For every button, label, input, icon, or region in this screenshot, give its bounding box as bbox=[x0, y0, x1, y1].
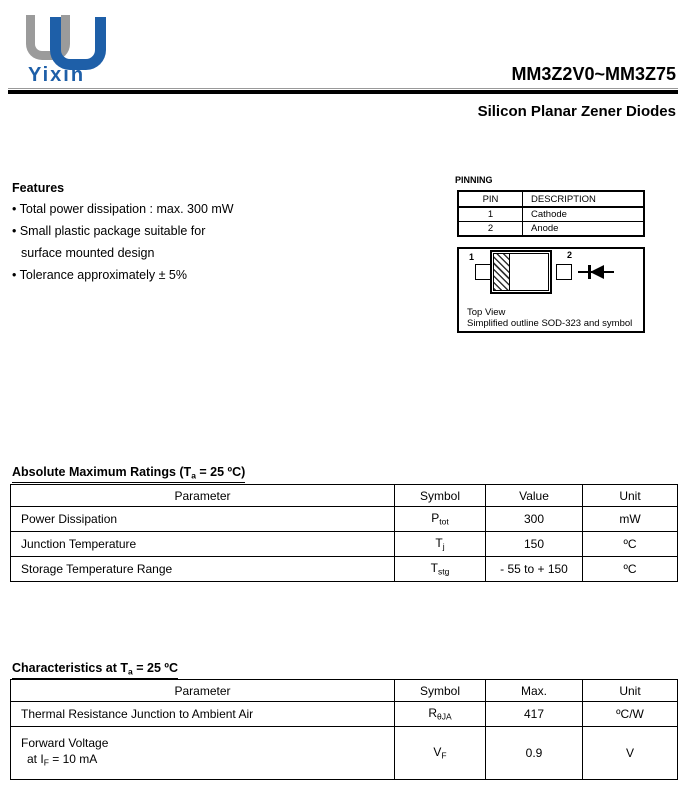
abs-max-heading-sub: a bbox=[191, 470, 196, 481]
diode-anode-triangle-icon bbox=[590, 265, 604, 279]
pin-column-header: PIN bbox=[458, 191, 523, 207]
symbol-base: P bbox=[431, 511, 440, 526]
package-body-inner bbox=[493, 253, 549, 291]
pinning-row bbox=[458, 207, 644, 222]
pin2-label: 2 bbox=[567, 250, 573, 260]
characteristics-table bbox=[10, 679, 678, 780]
table-row bbox=[11, 702, 678, 727]
pin-description-cell: Cathode bbox=[523, 207, 645, 222]
symbol-base: R bbox=[428, 706, 437, 721]
abs-max-table bbox=[10, 484, 678, 582]
parameter-cell: Thermal Resistance Junction to Ambient Air bbox=[11, 702, 395, 727]
max-column-header: Max. bbox=[486, 680, 583, 702]
logo-u-blue-icon bbox=[50, 17, 106, 70]
features-list bbox=[12, 198, 234, 286]
header-rule-thick bbox=[8, 90, 678, 94]
unit-cell: mW bbox=[583, 507, 678, 532]
symbol-cell bbox=[395, 507, 486, 532]
symbol-column-header: Symbol bbox=[395, 680, 486, 702]
unit-cell: ºC/W bbox=[583, 702, 678, 727]
cathode-band-hatch bbox=[494, 254, 510, 290]
value-cell: 417 bbox=[486, 702, 583, 727]
pinning-header-row bbox=[458, 191, 644, 207]
table-row bbox=[11, 557, 678, 582]
feature-item: • Tolerance approximately ± 5% bbox=[12, 268, 187, 282]
symbol-base: V bbox=[433, 745, 442, 760]
parameter-line1: Forward Voltage bbox=[21, 736, 109, 751]
characteristics-heading bbox=[12, 661, 178, 679]
value-cell: 0.9 bbox=[486, 727, 583, 780]
parameter-cell: Power Dissipation bbox=[11, 507, 395, 532]
symbol-cell bbox=[395, 727, 486, 780]
symbol-base: T bbox=[430, 561, 438, 576]
brand-name: Yixin bbox=[28, 64, 86, 86]
pinning-table bbox=[457, 190, 645, 237]
parameter-cell: Junction Temperature bbox=[11, 532, 395, 557]
package-caption-line1: Top View bbox=[467, 307, 506, 318]
characteristics-heading-prefix: Characteristics at T bbox=[12, 661, 129, 675]
condition-suffix: = 10 mA bbox=[48, 752, 98, 767]
description-column-header: DESCRIPTION bbox=[523, 191, 645, 207]
symbol-cell bbox=[395, 532, 486, 557]
characteristics-heading-sub: a bbox=[128, 666, 133, 677]
unit-cell: ºC bbox=[583, 557, 678, 582]
parameter-line2 bbox=[21, 751, 394, 771]
symbol-cell bbox=[395, 557, 486, 582]
table-row bbox=[11, 532, 678, 557]
symbol-base: T bbox=[435, 536, 443, 551]
symbol-sub: tot bbox=[439, 516, 449, 527]
pin1-label: 1 bbox=[469, 252, 475, 262]
parameter-column-header: Parameter bbox=[11, 680, 395, 702]
value-cell: 150 bbox=[486, 532, 583, 557]
abs-max-heading-suffix: = 25 ºC) bbox=[195, 465, 246, 479]
value-column-header: Value bbox=[486, 485, 583, 507]
unit-cell: V bbox=[583, 727, 678, 780]
package-outline-diagram bbox=[457, 247, 645, 333]
document-subtitle: Silicon Planar Zener Diodes bbox=[477, 103, 676, 120]
unit-column-header: Unit bbox=[583, 680, 678, 702]
parameter-column-header: Parameter bbox=[11, 485, 395, 507]
abs-max-heading bbox=[12, 465, 245, 483]
symbol-cell bbox=[395, 702, 486, 727]
symbol-sub: stg bbox=[438, 566, 450, 577]
symbol-sub: F bbox=[441, 750, 447, 761]
package-caption-line2: Simplified outline SOD-323 and symbol bbox=[467, 318, 633, 329]
package-caption bbox=[467, 307, 632, 329]
condition-prefix: at I bbox=[27, 752, 44, 767]
feature-item: • Total power dissipation : max. 300 mW bbox=[12, 202, 234, 216]
unit-column-header: Unit bbox=[583, 485, 678, 507]
table-row bbox=[11, 727, 678, 780]
package-left-lead bbox=[475, 264, 491, 280]
feature-item-continuation: surface mounted design bbox=[21, 246, 155, 260]
pin-number-cell: 2 bbox=[458, 222, 523, 237]
characteristics-heading-suffix: = 25 ºC bbox=[132, 661, 178, 675]
symbol-sub: θJA bbox=[437, 711, 452, 722]
package-body bbox=[490, 250, 552, 294]
value-cell: - 55 to + 150 bbox=[486, 557, 583, 582]
condition-sub: F bbox=[43, 757, 49, 768]
unit-cell: ºC bbox=[583, 532, 678, 557]
characteristics-header-row bbox=[11, 680, 678, 702]
pin-description-cell: Anode bbox=[523, 222, 645, 237]
brand-logo bbox=[26, 8, 136, 92]
feature-item: • Small plastic package suitable for bbox=[12, 224, 206, 238]
table-row bbox=[11, 507, 678, 532]
abs-max-header-row bbox=[11, 485, 678, 507]
features-heading: Features bbox=[12, 181, 65, 195]
pin-number-cell: 1 bbox=[458, 207, 523, 222]
part-number-title: MM3Z2V0~MM3Z75 bbox=[511, 64, 676, 84]
parameter-cell bbox=[11, 727, 395, 780]
parameter-cell: Storage Temperature Range bbox=[11, 557, 395, 582]
value-cell: 300 bbox=[486, 507, 583, 532]
package-right-lead bbox=[556, 264, 572, 280]
abs-max-heading-prefix: Absolute Maximum Ratings (T bbox=[12, 465, 192, 479]
symbol-sub: j bbox=[442, 541, 445, 552]
symbol-column-header: Symbol bbox=[395, 485, 486, 507]
pinning-heading: PINNING bbox=[455, 175, 493, 185]
header-rule-thin bbox=[8, 88, 678, 89]
pinning-row bbox=[458, 222, 644, 237]
